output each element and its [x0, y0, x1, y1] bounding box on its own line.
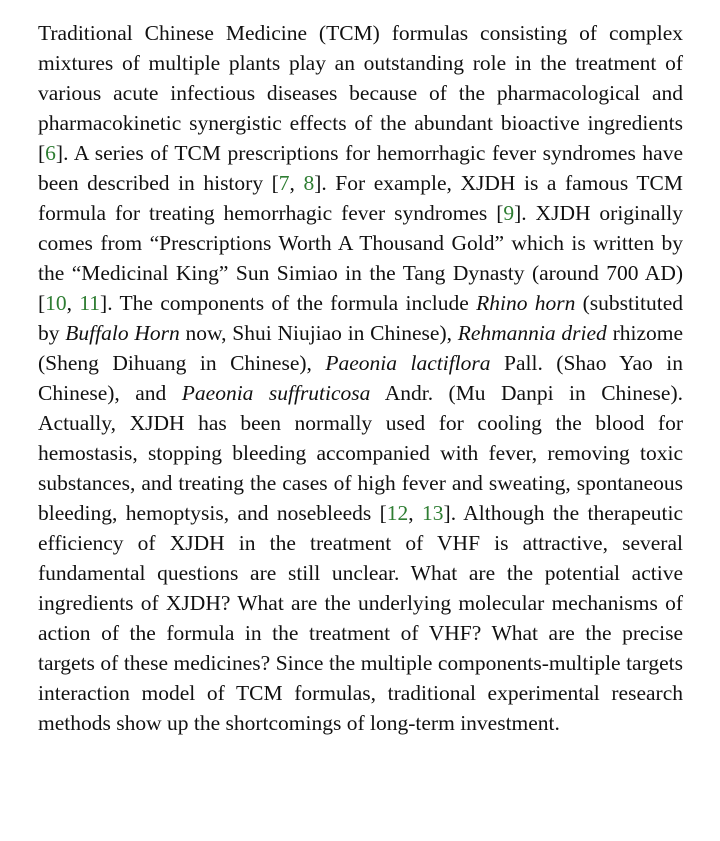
italic-term-paeonia-lactiflora: Paeonia lactiflora — [325, 351, 491, 375]
text-segment: , — [66, 291, 80, 315]
italic-term-rhino-horn: Rhino horn — [476, 291, 576, 315]
citation-link-6[interactable]: 6 — [45, 141, 56, 165]
text-segment: Pall. (Shao Yao in Chinese), and — [38, 351, 683, 405]
italic-term-rehmannia: Rehmannia dried — [457, 321, 607, 345]
italic-term-buffalo-horn: Buffalo Horn — [65, 321, 180, 345]
citation-link-12[interactable]: 12 — [386, 501, 409, 525]
text-segment: now, Shui Niujiao in Chinese), — [179, 321, 458, 345]
text-segment: ]. Although the therapeutic efficiency of XJDH in the treatment of VHF is attractive, several fundamental questions are still unclear. What are the potential active ingredients of XJDH? What are the underlying molecular mechanisms of action of the formula in the treatment of VHF? What are the precise targets of these medicines? Since the multiple components-multiple targets interaction model of TCM formulas, traditional experimental research methods show up the shortcomings of long-term investment. — [38, 501, 683, 735]
citation-link-11[interactable]: 11 — [79, 291, 101, 315]
text-segment: ]. XJDH originally comes from “Prescriptions Worth A Thousand Gold” which is written by the “Medicinal King” Sun Simiao in the Tang Dynasty (around 700 AD) [ — [38, 201, 683, 315]
text-segment: , — [408, 501, 423, 525]
text-segment: (substituted by — [38, 291, 683, 345]
citation-link-8[interactable]: 8 — [303, 171, 315, 195]
text-segment: Traditional Chinese Medicine (TCM) formulas consisting of complex mixtures of multiple plants play an outstanding role in the treatment of various acute infectious diseases because of the pharmacological and pharmacokinetic synergistic effects of the abundant bioactive ingredients [ — [38, 21, 683, 165]
body-paragraph — [38, 18, 683, 738]
citation-link-10[interactable]: 10 — [45, 291, 67, 315]
text-segment: ]. For example, XJDH is a famous TCM formula for treating hemorrhagic fever syndromes [ — [38, 171, 684, 225]
text-segment: , — [289, 171, 304, 195]
citation-link-13[interactable]: 13 — [422, 501, 444, 525]
text-segment: ]. A series of TCM prescriptions for hemorrhagic fever syndromes have been described in history [ — [38, 141, 683, 195]
text-segment: Andr. (Mu Danpi in Chinese). Actually, XJDH has been normally used for cooling the blood for hemostasis, stopping bleeding accompanied with fever, removing toxic substances, and treating the cases of high fever and sweating, spontaneous bleeding, hemoptysis, and nosebleeds [ — [38, 381, 683, 525]
text-segment: rhizome (Sheng Dihuang in Chinese), — [38, 321, 684, 375]
citation-link-7[interactable]: 7 — [278, 171, 290, 195]
citation-link-9[interactable]: 9 — [503, 201, 515, 225]
text-segment: ]. The components of the formula include — [100, 291, 477, 315]
italic-term-paeonia-suffruticosa: Paeonia suffruticosa — [181, 381, 371, 405]
